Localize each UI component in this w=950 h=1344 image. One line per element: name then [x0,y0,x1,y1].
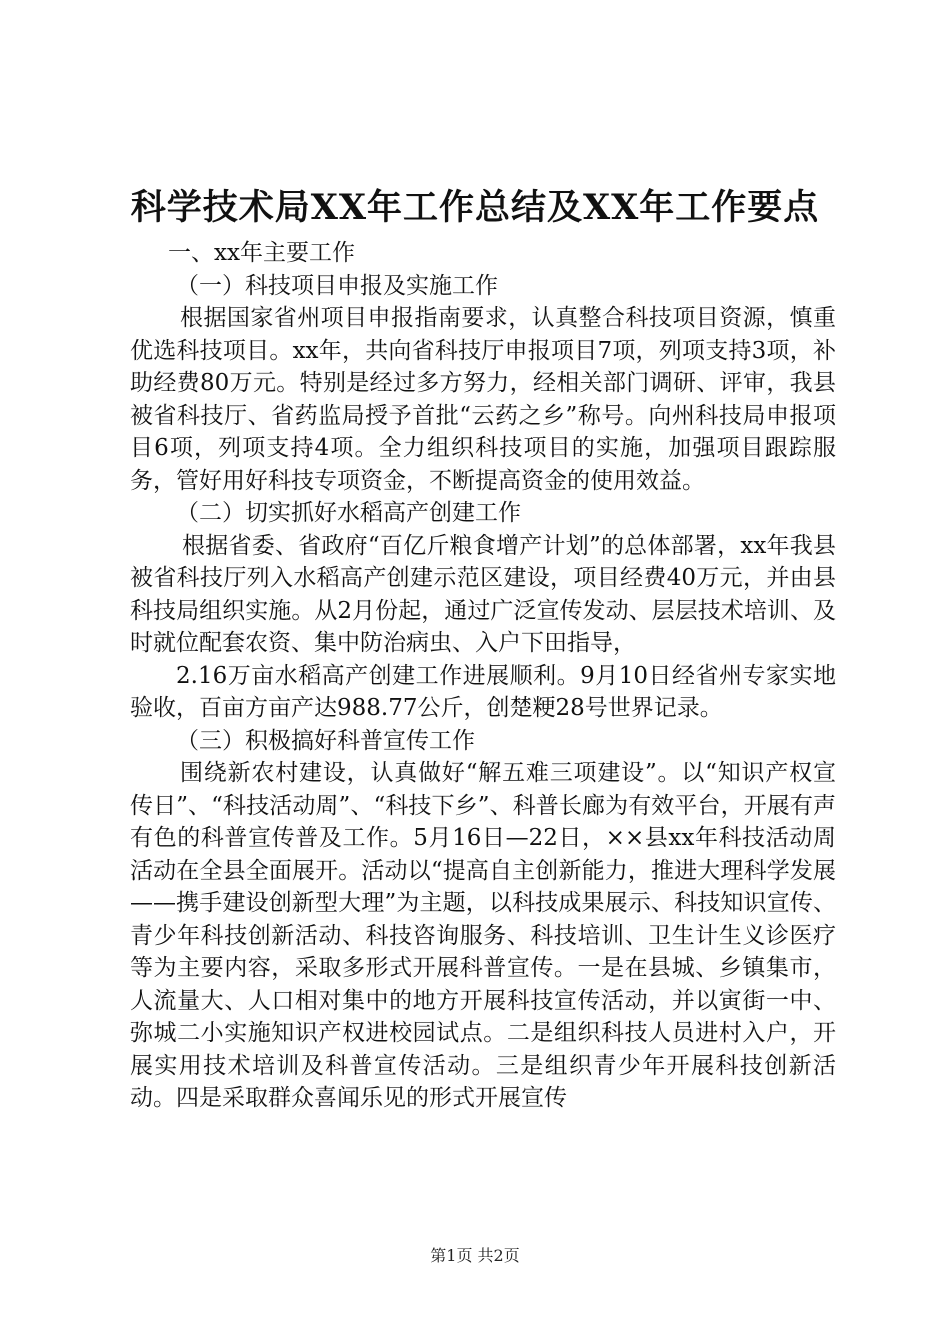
paragraph-rice-yield-2: 2.16万亩水稻高产创建工作进展顺利。9月10日经省州专家实地验收，百亩方亩产达988.77公斤，创楚粳28号世界记录。 [130,662,836,721]
paragraph-science-popularization: 围绕新农村建设，认真做好“解五难三项建设”。以“知识产权宣传日”、“科技活动周”、“科技下乡”、科普长廊为有效平台，开展有声有色的科普宣传普及工作。5月16日—22日，××县xx年科技活动周活动在全县全面展开。活动以“提高自主创新能力，推进大理科学发展——携手建设创新型大理”为主题，以科技成果展示、科技知识宣传、青少年科技创新活动、科技咨询服务、科技培训、卫生计生义诊医疗等为主要内容，采取多形式开展科普宣传。一是在县城、乡镇集市，人流量大、人口相对集中的地方开展科技宣传活动，并以寅街一中、弥城二小实施知识产权进校园试点。二是组织科技人员进村入户，开展实用技术培训及科普宣传活动。三是组织青少年开展科技创新活动。四是采取群众喜闻乐见的形式开展宣传 [130,760,836,1111]
document-body [130,237,836,1115]
page-number-footer: 第1页 共2页 [430,1246,520,1265]
paragraph-rice-yield-1: 根据省委、省政府“百亿斤粮食增产计划”的总体部署，xx年我县被省科技厅列入水稻高产创建示范区建设，项目经费40万元，并由县科技局组织实施。从2月份起，通过广泛宣传发动、层层技术培训、及时就位配套农资、集中防治病虫、入户下田指导， [130,532,836,656]
paragraph-project-application: 根据国家省州项目申报指南要求，认真整合科技项目资源，慎重优选科技项目。xx年，共向省科技厅申报项目7项，列项支持3项，补助经费80万元。特别是经过多方努力，经相关部门调研、评审，我县被省科技厅、省药监局授予首批“云药之乡”称号。向州科技局申报项目6项，列项支持4项。全力组织科技项目的实施，加强项目跟踪服务，管好用好科技专项资金，不断提高资金的使用效益。 [130,305,836,494]
subsection-heading-project-application: （一）科技项目申报及实施工作 [176,272,498,299]
section-heading-main-work: 一、xx年主要工作 [168,240,355,266]
subsection-heading-science-popularization: （三）积极搞好科普宣传工作 [176,727,475,754]
document-title: 科学技术局XX年工作总结及XX年工作要点 [130,187,820,228]
subsection-heading-rice-yield: （二）切实抓好水稻高产创建工作 [176,500,521,526]
